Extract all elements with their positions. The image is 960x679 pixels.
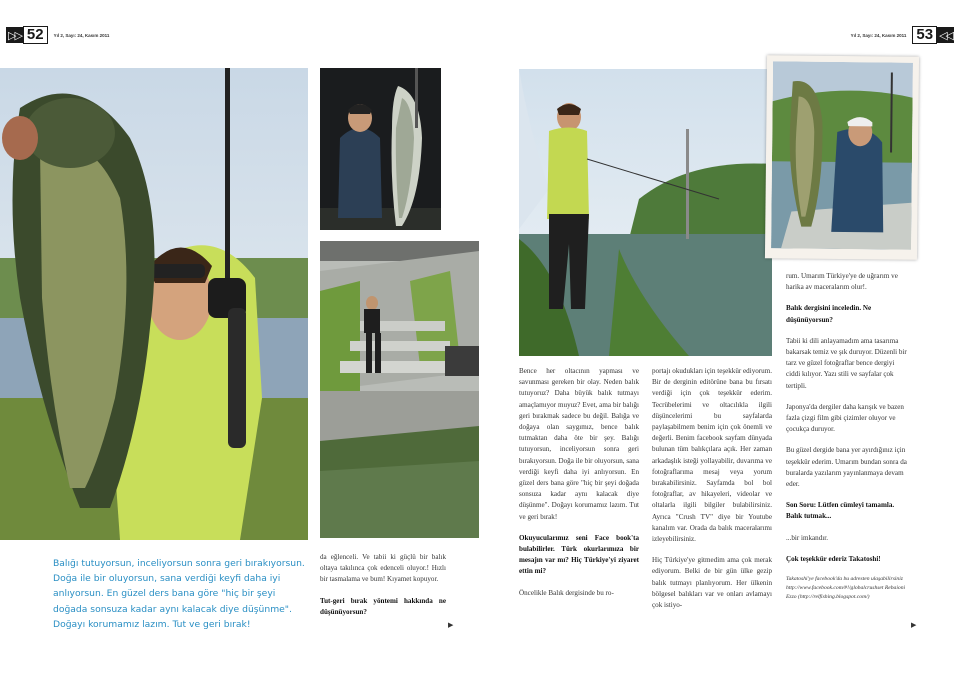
photo-caption: Balığı tutuyorsun, inceliyorsun sonra geri bırakıyorsun. Doğa ile bir oluyorsun, sana verdiği keyfi daha iyi anlıyorsun. En güzel ders bana göre "hiç bir şeyi doğada sonsuza kadar aynı kalacak diye düşünme". Doğayı korumamız lazım. Tut ve geri bırak! (53, 558, 305, 630)
column-2-paragraph-2: Öncelikle Balık dergisinde bu ro- (519, 588, 614, 597)
right-issue-line: Yıl 2, Sayı: 24, Kasım 2011 (850, 32, 907, 38)
left-issue-line: Yıl 2, Sayı: 24, Kasım 2011 (53, 32, 110, 38)
column-1-paragraph: da eğlenceli. Ve tabii ki güçlü bir balık oltaya takılınca çok edenceli oluyor.! Hızlı bir tasmalama ve bum! Kıyamet kopuyor. (320, 553, 446, 584)
column-1-question: Tut-geri bırak yöntemi hakkında ne düşünüyorsun? (320, 596, 446, 616)
double-chevron-left-icon: ◁◁ (939, 28, 952, 42)
right-page-header (851, 27, 954, 43)
photo-polaroid-boat-catch (765, 55, 919, 260)
column-3-paragraph-1: portajı okudukları için teşekkür ediyorum. Bir de derginin editörüne bana bu fırsatı verdiği için çok teşekkür ederim. Tecrübelerimi ve oltacılıkla ilgili düşüncelerimi bu sayfalarda paylaşabilmem benim için çok önemli ve değerli. Benim facebook sayfam dünyada bulunan tüm balıkçılara açık. Her zaman arkadaşlık isteği yollayabilir, duvarıma ve fotoğraflarıma mesaj veya yorum bırakabilirsiniz. Sayfamda bol bol fotoğraflar, av hikayeleri, videolar ve oltalarla ilgili bilgiler bulabilirsiniz. Ayrıca "Crush TV" diye bir Youtube kanalım var. Orada da balık maceralarımı izleyebilirsiniz. (652, 367, 772, 544)
column-4-question-1: Balık dergisini inceledin. Ne düşünüyorsun? (786, 304, 872, 324)
photo-angler-holding-bass (0, 68, 308, 540)
photo-angler-on-steps (320, 241, 479, 538)
column-2-paragraph-1: Bence her oltacının yapması ve savunması gereken bir olay. Neden balık tutuyoruz? Daha büyük balık tutmayı amaçlamıyor muyuz? Evet, ama bir balığı geri bırakmak sadece bu değil. Balığa ve doğaya olan saygımız, bence balık tutmaktan daha öte bir şey. Balığı tutuyorsun, inceliyorsun sonra geri bırakıyorsun. Doğa ile bir oluyorsun, sana verdiği keyfi daha iyi anlıyorsun. En güzel ders bana göre "hiç bir şeyi doğada sonsuza kadar aynı kalacak diye düşünme". Doğayı korumamız lazım. Tut ve geri bırak! (519, 367, 639, 521)
photo-angler-by-canal (519, 69, 772, 356)
article-column-3 (652, 366, 772, 621)
right-page-number: 53 (912, 26, 937, 44)
article-column-4 (786, 271, 908, 612)
left-page-badge (6, 27, 48, 43)
column-4-closing: Çok teşekkür ederiz Takatoshi! (786, 554, 881, 563)
photo-night-catch (320, 68, 441, 230)
column-4-paragraph-3: Japonya'da dergiler daha karışık ve bazen fazla çizgi film gibi çizimler oluyor ve çocukça duruyor. (786, 402, 904, 434)
column-4-paragraph-2: Tabii ki dili anlayamadım ama tasarıma bakarsak temiz ve şık duruyor. Düzenli bir tarz ve güzel fotoğraflar bence dergiyi ciddi kılıyor. Yazı stili ve sayfalar çok tertipli. (786, 336, 907, 390)
column-2-question: Okuyucularımız seni Face book'ta bulabilirler. Türk okurlarımıza bir mesajın var mı? Hiç Türkiye'yi ziyaret ettin mi? (519, 533, 639, 576)
left-page-number: 52 (23, 26, 48, 44)
column-4-paragraph-5: ...bir imkandır. (786, 533, 828, 542)
left-page-header (6, 27, 109, 43)
column-3-paragraph-2: Hiç Türkiye'ye gitmedim ama çok merak ediyorum. Belki de bir gün ülke gezip balık tutmayı planlıyorum. Her ülkenin bölgesel balıkları var ve onları avlamayı çok istiyo- (652, 556, 772, 610)
column-4-question-2: Son Soru: Lütfen cümleyi tamamla. Balık tutmak... (786, 501, 895, 521)
article-column-2 (519, 366, 639, 609)
double-chevron-right-icon: ▷▷ (8, 28, 21, 42)
column-4-paragraph-4: Bu güzel dergide bana yer ayırdığınız için teşekkür ederim. Umarım bundan sonra da buralarda yazılarım yayınlanmaya devam eder. (786, 446, 907, 489)
column-4-credit: Takatoshi'ye facebook'da bu adresten ulaşabilirsiniz http://www.facebook.com/#!/globalcrushset Rebaioni Ezzo (http://relfishing.blogspot.com/) (786, 576, 906, 601)
triangle-right-icon: ▶ (448, 621, 454, 629)
column-4-paragraph-1: rum. Umarım Türkiye'ye de uğrarım ve harika av maceralarım olur!. (786, 272, 898, 292)
article-column-1 (320, 552, 446, 628)
right-page-badge (912, 27, 954, 43)
triangle-right-icon: ▶ (911, 621, 917, 629)
